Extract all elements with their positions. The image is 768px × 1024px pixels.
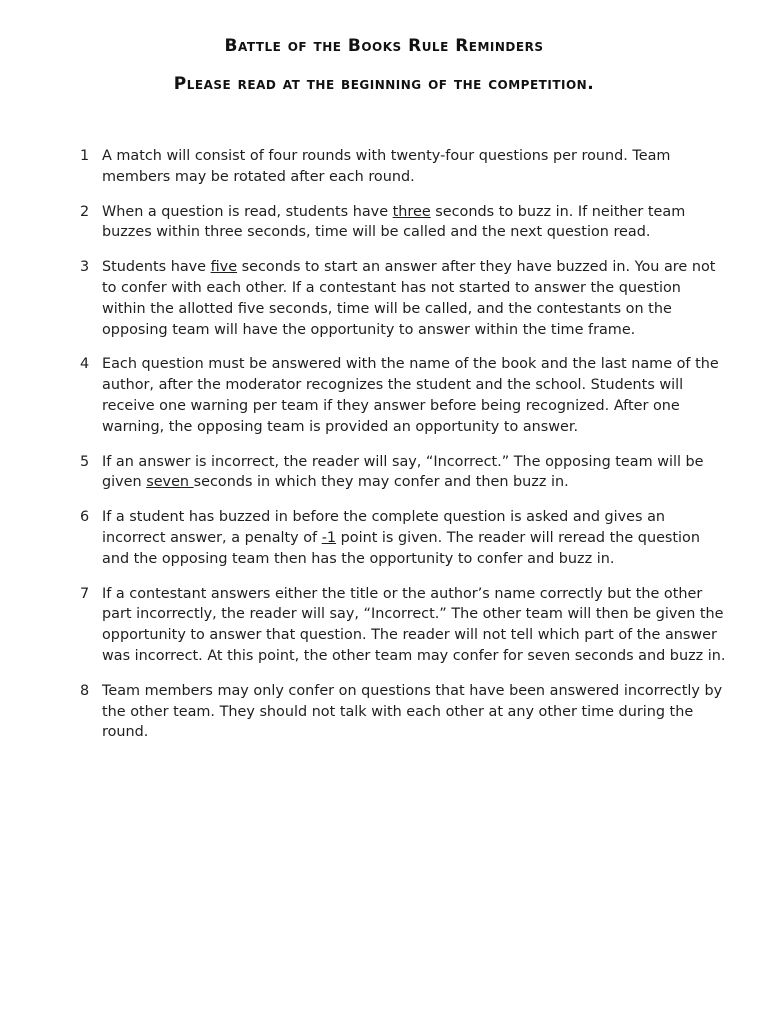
rule-text-segment: If an answer is incorrect, the reader will say, “Incorrect.” The opposing team will be given xyxy=(102,453,704,491)
rule-text-segment: seconds in which they may confer and then buzz in. xyxy=(193,474,569,491)
rule-number: 6 xyxy=(80,509,90,526)
document-title: Battle of the Books Rule Reminders xyxy=(224,36,544,56)
rule-text-segment: seconds to start an answer after they have buzzed in. You are not to confer with each other. If a contestant has not started to answer the question within the allotted five seconds, time will be called, and the contestants on the opposing team will have the opportunity to answer within the time frame. xyxy=(102,259,716,338)
rule-text xyxy=(102,202,726,244)
rule-item xyxy=(76,507,726,569)
rule-emphasis: five xyxy=(210,259,238,276)
rule-text-segment: Students have xyxy=(102,259,211,276)
rule-text-segment: Team members may only confer on questions that have been answered incorrectly by the other team. They should not talk with each other at any other time during the round. xyxy=(102,682,723,741)
rule-text-segment: point is given. The reader will reread the question and the opposing team then has the opportunity to confer and buzz in. xyxy=(102,529,700,567)
rule-text xyxy=(102,584,726,667)
rule-number: 5 xyxy=(80,453,90,470)
rule-text xyxy=(102,452,726,494)
rule-number: 3 xyxy=(80,259,90,276)
rule-number: 8 xyxy=(80,682,90,699)
rule-text-segment: If a contestant answers either the title or the author’s name correctly but the other part incorrectly, the reader will say, “Incorrect.” The other team will then be given the opportunity to answer that question. The reader will not tell which part of the answer was incorrect. At this point, the other team may confer for seven seconds and buzz in. xyxy=(102,585,726,664)
rule-text-segment: If a student has buzzed in before the complete question is asked and gives an incorrect answer, a penalty of xyxy=(102,509,666,546)
rule-text-segment: A match will consist of four rounds with twenty-four questions per round. Team members may be rotated after each round. xyxy=(102,148,671,185)
rule-number: 1 xyxy=(80,148,90,164)
rule-number: 2 xyxy=(80,203,90,220)
rule-text-segment: Each question must be answered with the name of the book and the last name of the author, after the moderator recognizes the student and the school. Students will receive one warning per team if they answer before being recognized. After one warning, the opposing team is provided an opportunity to answer. xyxy=(102,356,719,435)
rule-text-segment: seconds to buzz in. If neither team buzzes within three seconds, time will be called and the next question read. xyxy=(102,203,686,241)
rule-item xyxy=(76,202,726,244)
document-subtitle: Please read at the beginning of the competition. xyxy=(173,74,595,94)
rule-item xyxy=(76,681,726,743)
rule-text-segment: When a question is read, students have xyxy=(102,203,393,220)
rule-emphasis: seven xyxy=(146,474,194,491)
rule-item xyxy=(76,354,726,437)
rule-item xyxy=(76,257,726,340)
rule-item xyxy=(76,584,726,667)
rules-list xyxy=(76,146,726,757)
rule-text xyxy=(102,681,726,743)
rule-number: 4 xyxy=(80,356,90,373)
rule-text xyxy=(102,146,726,188)
rule-text xyxy=(102,354,726,437)
rule-item xyxy=(76,146,726,188)
rule-text xyxy=(102,257,726,340)
rule-text xyxy=(102,507,726,569)
rule-item xyxy=(76,452,726,494)
rule-number: 7 xyxy=(80,585,90,602)
rule-emphasis: three xyxy=(392,203,431,220)
rule-emphasis: -1 xyxy=(321,529,337,546)
